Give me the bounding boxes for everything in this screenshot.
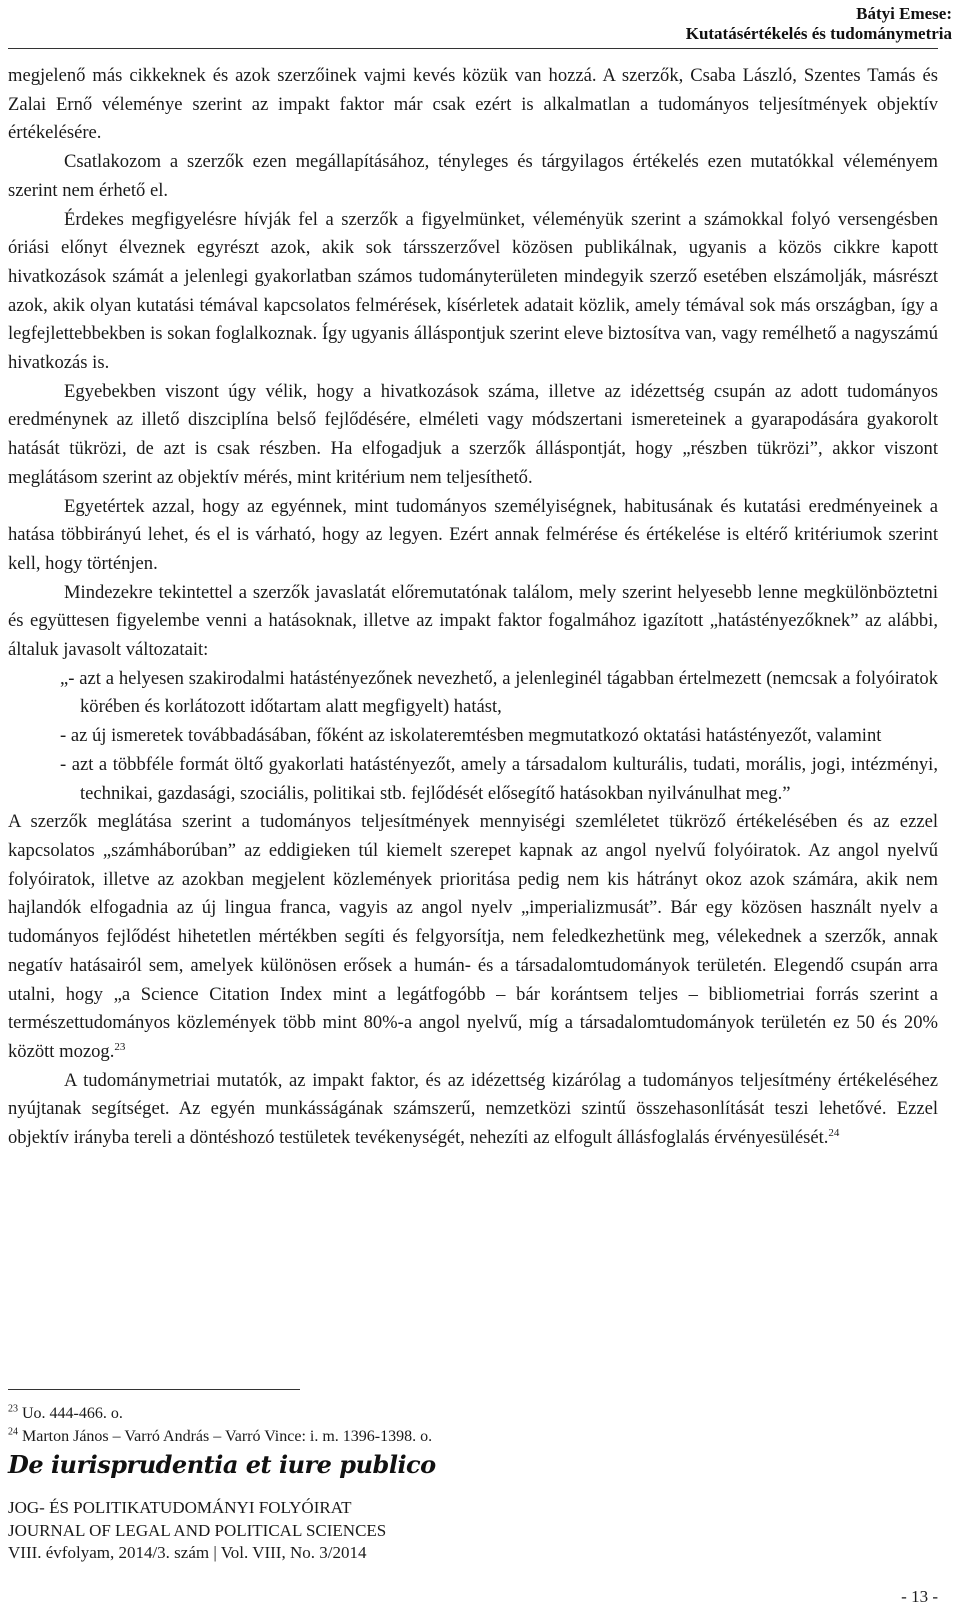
- paragraph-6: Mindezekre tekintettel a szerzők javaslatát előremutatónak találom, mely szerint helyesebb lenne megkülönböztetni és együttesen figyelembe venni a hatásoknak, illetve az impakt faktor fogalmához igazított „hatástényezőknek” az alábbi, általuk javasolt változatait:: [8, 581, 938, 661]
- journal-name-hu: JOG- ÉS POLITIKATUDOMÁNYI FOLYÓIRAT: [8, 1498, 352, 1517]
- footnote-text: Marton János – Varró András – Varró Vince: i. m. 1396-1398. o.: [18, 1428, 433, 1445]
- footnote-ref-23[interactable]: 23: [114, 1040, 126, 1053]
- header-title: Kutatásértékelés és tudománymetria: [685, 24, 952, 43]
- list-item: - az új ismeretek továbbadásában, főként az iskolateremtésben megmutatkozó oktatási hatástényezőt, valamint: [60, 725, 882, 747]
- list-item: - azt a többféle formát öltő gyakorlati hatástényezőt, amely a társadalom kulturális, tudati, morális, jogi, intézményi, technikai, gazdasági, szociális, politikai stb. fejlődését elősegítő hatásokban nyilvánulhat meg.”: [60, 753, 938, 804]
- footnote-24: [8, 1425, 432, 1448]
- paragraph-8: [8, 1067, 938, 1153]
- page-number: - 13 -: [901, 1587, 938, 1606]
- footnote-rule: [8, 1389, 300, 1390]
- article-body: [8, 62, 938, 1153]
- paragraph-1: megjelenő más cikkeknek és azok szerzőinek vajmi kevés közük van hozzá. A szerzők, Csaba László, Szentes Tamás és Zalai Ernő véleménye szerint az impakt faktor már csak ezért is alkalmatlan a tudományos teljesítmények objektív értékelésére.: [8, 65, 938, 144]
- list-item: „- azt a helyesen szakirodalmi hatástényezőnek nevezhető, a jelenleginél tágabban értelmezett (nemcsak a folyóiratok körében és korlátozott időtartam alatt megfigyelt) hatást,: [60, 667, 938, 718]
- paragraph-4: Egyebekben viszont úgy vélik, hogy a hivatkozások száma, illetve az idézettség csupán az adott tudományos eredménynek az illető diszciplína belső fejlődésére, elméleti vagy módszertani ismereteinek a gyarapodására gyakorolt hatását tükrözi, de azt is csak részben. Ha elfogadjuk a szerzők álláspontját, hogy „részben tükrözi”, akkor viszont meglátásom szerint az objektív mérés, mint kritérium nem teljesíthető.: [8, 380, 938, 488]
- journal-name-en: JOURNAL OF LEGAL AND POLITICAL SCIENCES: [8, 1520, 387, 1540]
- journal-footer: [8, 1497, 386, 1565]
- paragraph-3: Érdekes megfigyelésre hívják fel a szerzők a figyelmünket, véleményük szerint a számokkal folyó versengésben óriási előnyt élveznek egyrészt azok, akik sok társszerzővel közösen publikálnak, ugyanis a közös cikkre kapott hivatkozások számát a jelenlegi gyakorlatban számos tudományterületen mindegyik szerző esetében elszámolják, másrészt azok, akik olyan kutatási témával kapcsolatos felmérések, kísérletek adatait közlik, amely témával sok más országban, így a legfejlettebbekben is sokan foglalkoznak. Így ugyanis álláspontjuk szerint eleve biztosítva van, vagy remélhető a nagyszámú hivatkozás is.: [8, 208, 938, 374]
- paragraph-8-text: A tudománymetriai mutatók, az impakt faktor, és az idézettség kizárólag a tudományos teljesítmény értékeléséhez nyújtanak segítséget. Az egyén munkásságának számszerű, nemzetközi szintű összehasonlítását teszi lehetővé. Ezzel objektív irányba tereli a döntéshozó testületek tevékenységét, nehezíti az elfogult állásfoglalás érvényesülését.: [8, 1069, 938, 1149]
- header-author: Bátyi Emese:: [856, 4, 952, 23]
- running-header: [686, 4, 952, 44]
- impact-factor-list: [8, 665, 938, 809]
- footnote-ref-24[interactable]: 24: [828, 1126, 840, 1139]
- journal-issue: VIII. évfolyam, 2014/3. szám | Vol. VIII, No. 3/2014: [8, 1543, 367, 1562]
- footnote-text: Uo. 444-466. o.: [18, 1405, 123, 1422]
- paragraph-2: Csatlakozom a szerzők ezen megállapításához, tényleges és tárgyilagos értékelés ezen mutatókkal véleményem szerint nem érhető el.: [8, 151, 938, 201]
- footnote-number: 24: [8, 1426, 18, 1438]
- header-rule: [8, 48, 938, 49]
- footnote-23: [8, 1402, 432, 1425]
- footnotes: [8, 1402, 432, 1448]
- paragraph-5: Egyetértek azzal, hogy az egyénnek, mint tudományos személyiségnek, habitusának és kutatási eredményeinek a hatása többirányú lehet, és el is várható, hogy az legyen. Ezért annak felmérése és értékelése is eltérő kritériumok szerint kell, hogy történjen.: [8, 495, 938, 574]
- paragraph-7: [8, 808, 938, 1066]
- paragraph-7-text: A szerzők meglátása szerint a tudományos teljesítmények mennyiségi szemléletet tükröző értékelésében és az ezzel kapcsolatos „számháborúban” az eddigieken túl kiemelt szerepet kapnak az angol nyelvű folyóiratok. Az angol nyelvű folyóiratok, illetve az azokban megjelent közlemények prioritása pedig nem kis hátrányt okoz azok számára, akik nem hajlandók elfogadnia az új lingua franca, vagyis az angol nyelv „imperializmusát”. Bár egy közösen használt nyelv a tudományos fejlődést hihetetlen mértékben segíti és felgyorsítja, nem feledkezhetünk meg, vélekednek a szerzők, annak negatív hatásairól sem, amelyek különösen erősek a humán- és a társadalomtudományok területén. Elegendő csupán arra utalni, hogy „a Science Citation Index mint a legátfogóbb – bár korántsem teljes – bibliometriai forrás szerint a természettudományos közlemények több mint 80%-a angol nyelvű, míg a társadalomtudományok területén ez 50 és 20% között mozog.: [8, 811, 938, 1062]
- journal-logo-title: De iurisprudentia et iure publico: [8, 1450, 436, 1479]
- footnote-number: 23: [8, 1403, 18, 1415]
